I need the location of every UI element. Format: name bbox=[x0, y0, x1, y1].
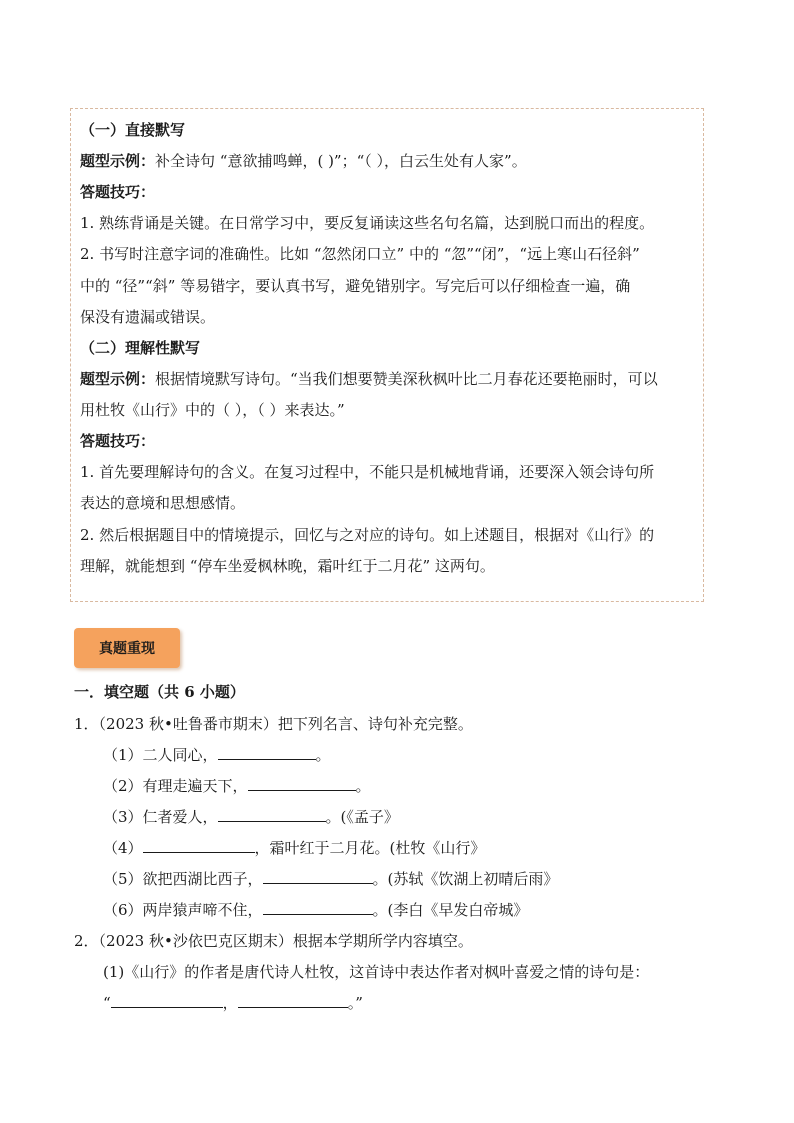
skill-text: 2. 然后根据题目中的情境提示，回忆与之对应的诗句。如上述题目，根据对《山行》的 bbox=[80, 526, 655, 544]
example-line bbox=[80, 151, 527, 171]
answer-blank[interactable] bbox=[143, 838, 255, 853]
example-line bbox=[80, 369, 658, 389]
skill-text: 理解，就能想到 “停车坐爱枫林晚，霜叶红于二月花” 这两句。 bbox=[80, 557, 495, 575]
skills-label: 答题技巧： bbox=[80, 183, 156, 201]
skill-text: 保没有遗漏或错误。 bbox=[80, 308, 216, 326]
skill-text: 表达的意境和思想感情。 bbox=[80, 494, 246, 512]
example-text: 根据情境默写诗句。“当我们想要赞美深秋枫叶比二月春花还要艳丽时，可以 bbox=[155, 370, 658, 388]
example-label: 题型示例： bbox=[80, 152, 156, 170]
section-understanding-title: （二）理解性默写 bbox=[80, 339, 201, 357]
question-2-sub: (1)《山行》的作者是唐代诗人杜牧，这首诗中表达作者对枫叶喜爱之情的诗句是： bbox=[103, 963, 650, 981]
answer-blank[interactable] bbox=[263, 869, 373, 884]
example-text: 用杜牧《山行》中的（ ），（ ）来表达。” bbox=[80, 401, 345, 419]
question-2-answer-line: “ ， 。” bbox=[103, 994, 363, 1012]
skill-text: 2. 书写时注意字词的准确性。比如 “忽然闭口立” 中的 “忽”“闭”，“远上寒山石径斜” bbox=[80, 245, 640, 263]
answer-blank[interactable] bbox=[111, 993, 223, 1008]
answer-blank[interactable] bbox=[218, 807, 326, 822]
question-2-stem: 2．（2023 秋•沙依巴克区期末）根据本学期所学内容填空。 bbox=[74, 932, 473, 950]
example-label: 题型示例： bbox=[80, 370, 156, 388]
answer-blank[interactable] bbox=[248, 776, 356, 791]
answer-blank[interactable] bbox=[238, 993, 348, 1008]
example-text: 补全诗句 “意欲捕鸣蝉，( )”；“（ ），白云生处有人家”。 bbox=[155, 152, 527, 170]
skill-text: 中的 “径”“斜” 等易错字，要认真书写，避免错别字。写完后可以仔细检查一遍，确 bbox=[80, 277, 631, 295]
answer-blank[interactable] bbox=[218, 745, 316, 760]
real-exam-badge: 真题重现 bbox=[74, 628, 180, 668]
skill-text: 1. 熟练背诵是关键。在日常学习中，要反复诵读这些名句名篇，达到脱口而出的程度。 bbox=[80, 214, 655, 232]
question-1-item: （3）仁者爱人， 。(《孟子》 bbox=[103, 808, 399, 826]
question-1-item: （4） ，霜叶红于二月花。(杜牧《山行》 bbox=[103, 839, 486, 857]
section-direct-title: （一）直接默写 bbox=[80, 121, 186, 139]
question-1-item: （2）有理走遍天下， 。 bbox=[103, 777, 371, 795]
question-1-item: （6）两岸猿声啼不住， 。(李白《早发白帝城》 bbox=[103, 901, 529, 919]
skills-label: 答题技巧： bbox=[80, 432, 156, 450]
question-1-item: （5）欲把西湖比西子， 。(苏轼《饮湖上初晴后雨》 bbox=[103, 870, 559, 888]
answer-blank[interactable] bbox=[263, 900, 373, 915]
question-1-stem: 1．（2023 秋•吐鲁番市期末）把下列名言、诗句补充完整。 bbox=[74, 715, 473, 733]
section-title: 一．填空题（共 6 小题） bbox=[74, 683, 245, 701]
skill-text: 1. 首先要理解诗句的含义。在复习过程中，不能只是机械地背诵，还要深入领会诗句所 bbox=[80, 463, 655, 481]
question-1-item: （1）二人同心， 。 bbox=[103, 746, 331, 764]
